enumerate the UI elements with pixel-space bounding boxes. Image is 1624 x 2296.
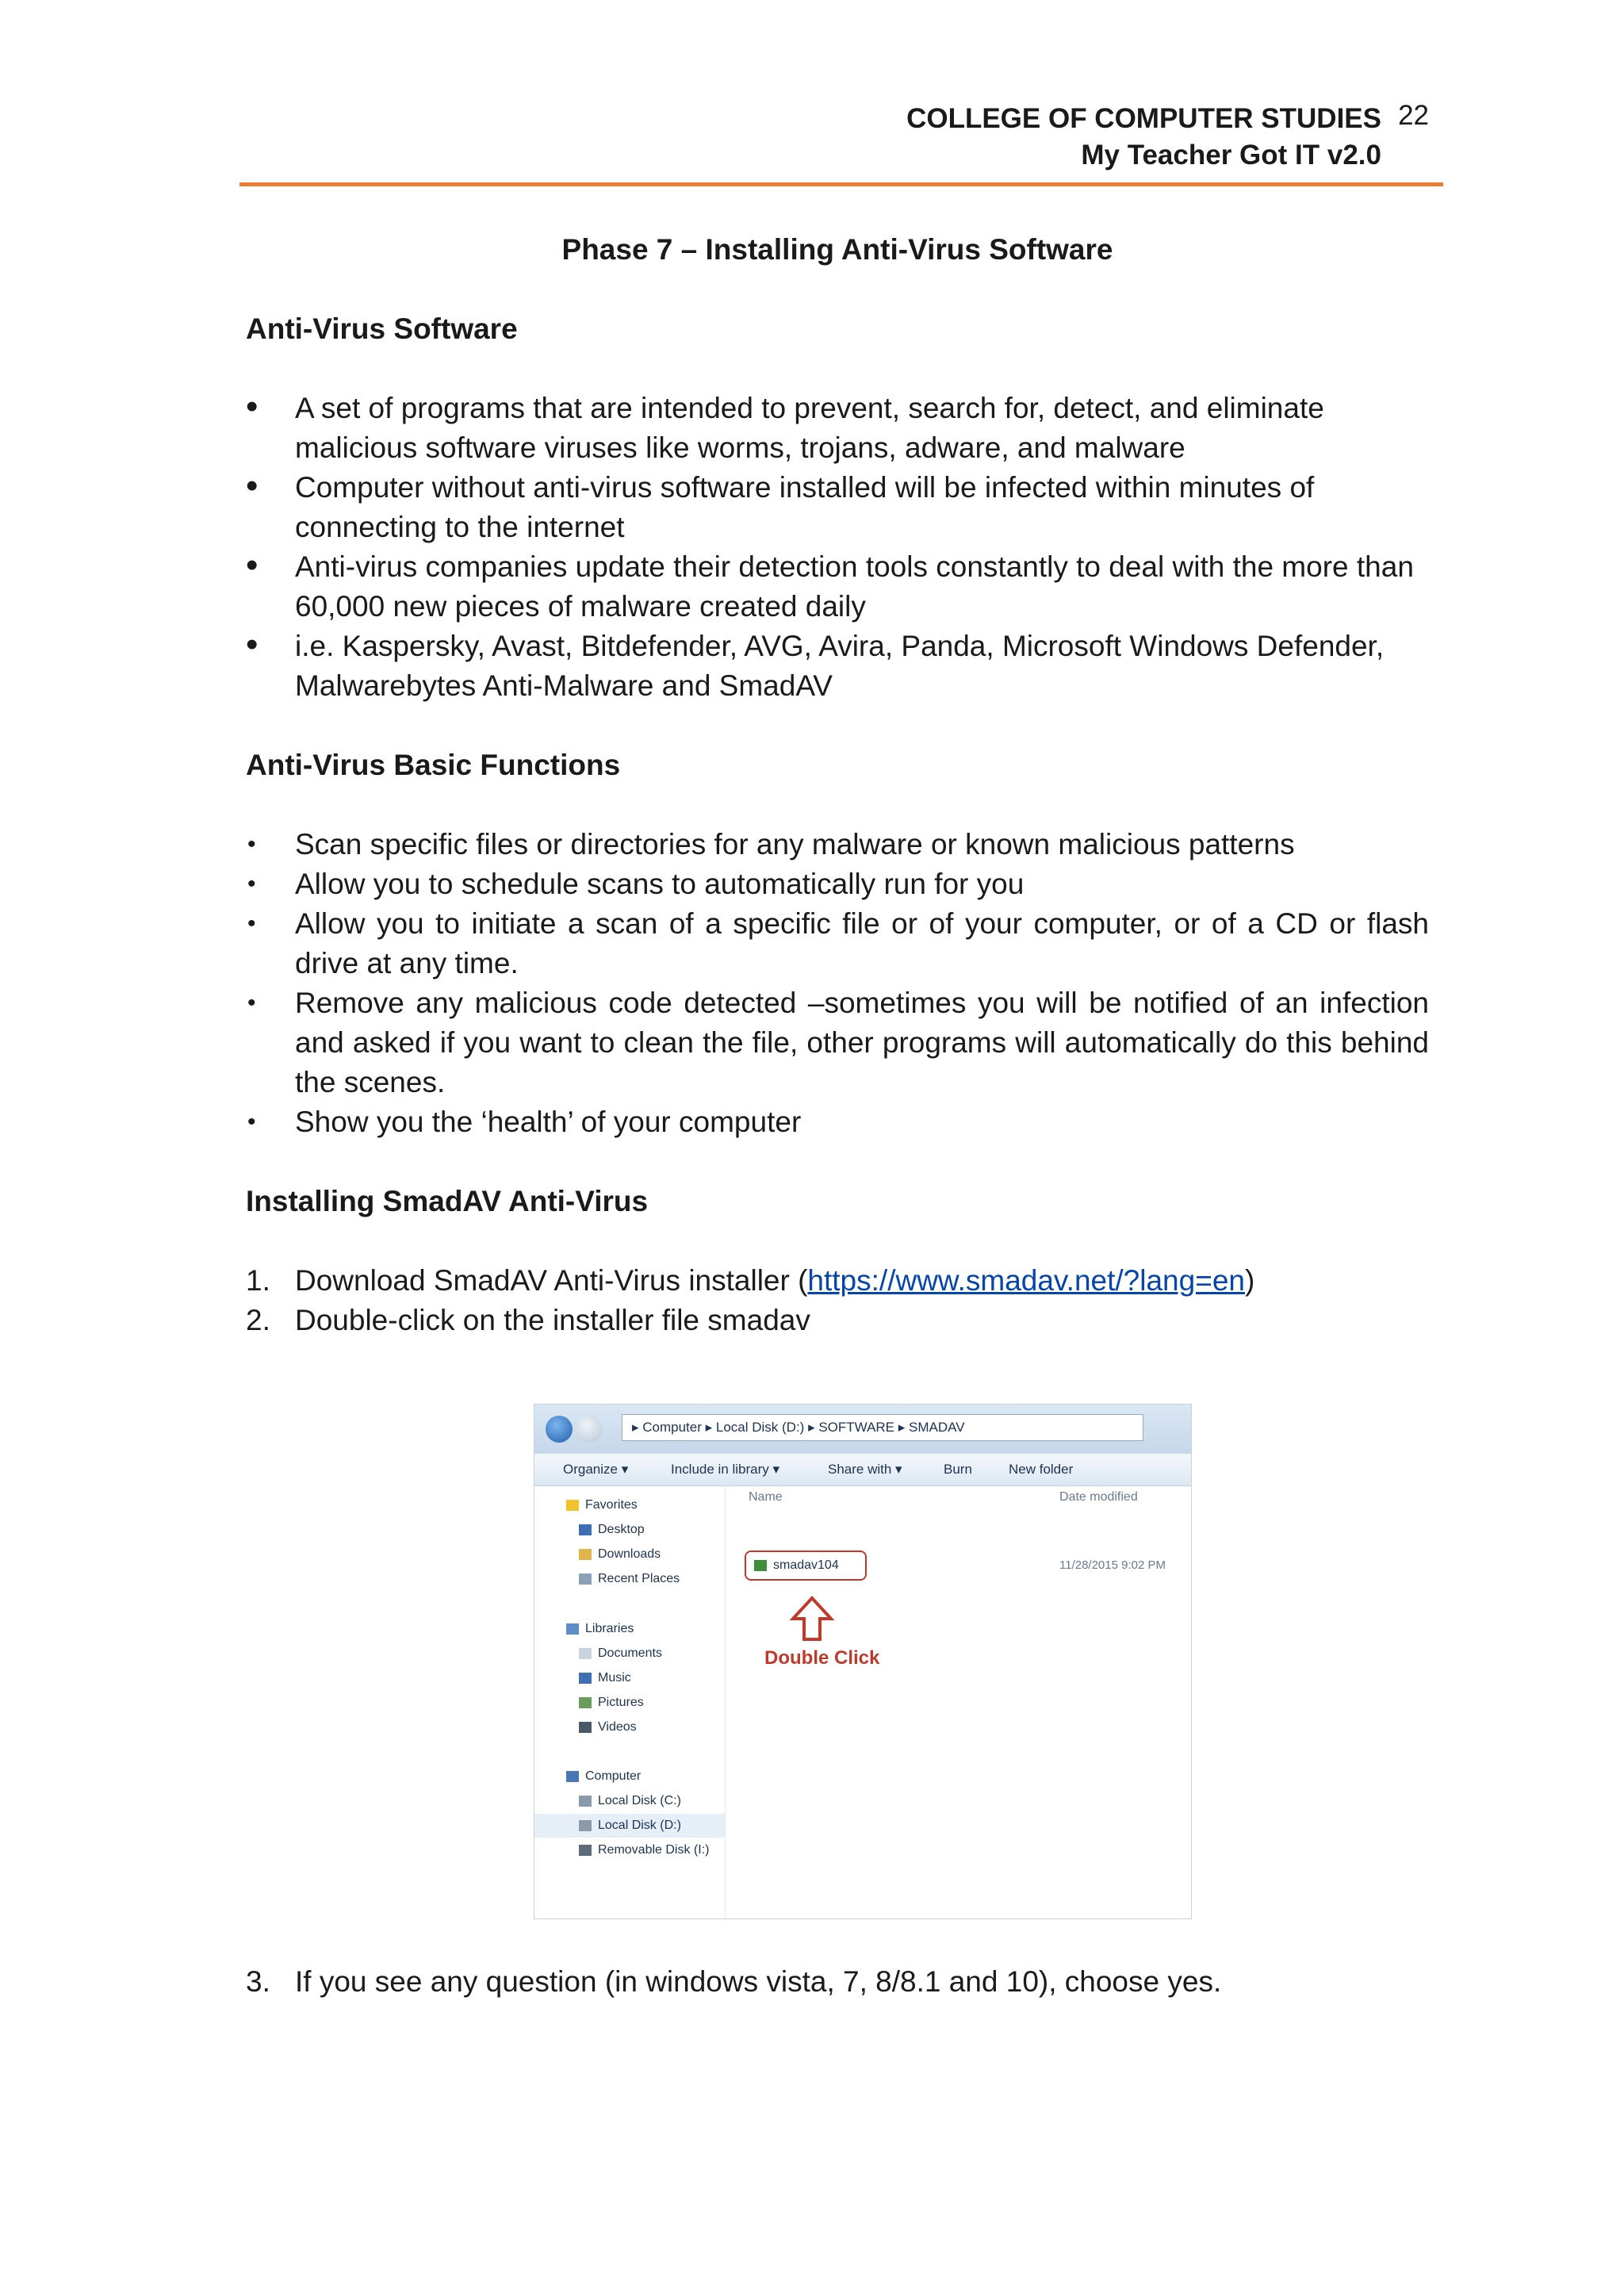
address-path: ▸ Computer ▸ Local Disk (D:) ▸ SOFTWARE ▸ SMADAV <box>622 1414 1143 1441</box>
list-item: • Show you the ‘health’ of your computer <box>246 1102 1429 1142</box>
organize-menu: Organize ▾ <box>563 1462 629 1477</box>
list-item: • i.e. Kaspersky, Avast, Bitdefender, AVG, Avira, Panda, Microsoft Windows Defender, Malwarebytes Anti-Malware and SmadAV <box>246 625 1385 702</box>
nav-computer: Computer <box>566 1769 641 1784</box>
documents-icon <box>579 1648 592 1659</box>
functions-list <box>246 825 1429 1142</box>
burn-button: Burn <box>944 1462 972 1477</box>
section-heading-antivirus: Anti-Virus Software <box>246 312 518 345</box>
nav-d-drive: Local Disk (D:) <box>579 1819 681 1833</box>
page-content <box>246 230 1429 1380</box>
nav-downloads: Downloads <box>579 1547 661 1562</box>
nav-libraries: Libraries <box>566 1622 634 1636</box>
bullet-icon: • <box>247 871 256 897</box>
install-steps <box>246 1261 1429 1340</box>
forward-arrow-icon <box>576 1416 603 1443</box>
star-icon <box>566 1500 579 1511</box>
section-heading-install: Installing SmadAV Anti-Virus <box>246 1185 649 1217</box>
nav-favorites: Favorites <box>566 1498 638 1512</box>
bullet-icon: • <box>246 625 259 664</box>
page-content-continued <box>246 1962 1429 2041</box>
double-click-annotation: Double Click <box>764 1647 880 1669</box>
nav-videos: Videos <box>579 1720 637 1734</box>
header-doc-title: My Teacher Got IT v2.0 <box>1081 140 1381 171</box>
bullet-icon: • <box>246 546 259 585</box>
bullet-icon: • <box>247 910 256 937</box>
page-title: Phase 7 – Installing Anti-Virus Software <box>561 233 1113 266</box>
list-item: • Computer without anti-virus software installed will be infected within minutes of connecting to the internet <box>246 466 1315 543</box>
bullet-icon: • <box>247 831 256 857</box>
nav-documents: Documents <box>579 1646 662 1661</box>
computer-icon <box>566 1771 579 1782</box>
install-steps-continued <box>246 1962 1429 2002</box>
list-item: • Allow you to initiate a scan of a specific file or of your computer, or of a CD or flash drive at any time. <box>246 904 1429 983</box>
file-date: 11/28/2015 9:02 PM <box>1059 1558 1166 1572</box>
step-item: 3. If you see any question (in windows vista, 7, 8/8.1 and 10), choose yes. <box>246 1965 1222 1998</box>
list-item: • Remove any malicious code detected –sometimes you will be notified of an infection and asked if you want to clean the file, other programs will automatically do this behind the scenes. <box>246 983 1429 1102</box>
nav-recent: Recent Places <box>579 1572 680 1586</box>
videos-icon <box>579 1722 592 1733</box>
column-date-modified: Date modified <box>1059 1490 1138 1504</box>
smadav-installer-file: smadav104 <box>745 1550 867 1581</box>
drive-icon <box>579 1820 592 1831</box>
list-item: • A set of programs that are intended to prevent, search for, detect, and eliminate malicious software viruses like worms, trojans, adware, and malware <box>246 387 1324 464</box>
recent-places-icon <box>579 1573 592 1585</box>
nav-c-drive: Local Disk (C:) <box>579 1794 681 1808</box>
installer-icon <box>754 1560 767 1571</box>
header-org: COLLEGE OF COMPUTER STUDIES <box>906 103 1381 134</box>
up-arrow-icon <box>788 1595 836 1642</box>
page-header <box>239 100 1443 186</box>
downloads-icon <box>579 1549 592 1560</box>
antivirus-list <box>246 389 1429 706</box>
address-bar-area <box>534 1405 1191 1454</box>
libraries-icon <box>566 1623 579 1635</box>
navigation-pane <box>534 1485 726 1918</box>
smadav-download-link[interactable]: https://www.smadav.net/?lang=en <box>807 1264 1245 1297</box>
nav-music: Music <box>579 1671 631 1685</box>
column-name: Name <box>749 1490 783 1504</box>
list-item: • Allow you to schedule scans to automatically run for you <box>246 864 1429 904</box>
bullet-icon: • <box>246 387 259 426</box>
nav-desktop: Desktop <box>579 1523 645 1537</box>
desktop-icon <box>579 1524 592 1535</box>
list-item: • Scan specific files or directories for any malware or known malicious patterns <box>246 825 1429 864</box>
music-icon <box>579 1673 592 1684</box>
include-library-menu: Include in library ▾ <box>671 1462 780 1477</box>
share-with-menu: Share with ▾ <box>828 1462 902 1477</box>
nav-removable: Removable Disk (I:) <box>579 1843 709 1857</box>
step-item: 2. Double-click on the installer file smadav <box>246 1304 810 1336</box>
drive-icon <box>579 1796 592 1807</box>
explorer-toolbar <box>534 1454 1191 1486</box>
page-number: 22 <box>1398 100 1429 131</box>
bullet-icon: • <box>246 466 259 505</box>
explorer-screenshot <box>534 1404 1192 1919</box>
bullet-icon: • <box>247 1109 256 1135</box>
nav-pictures: Pictures <box>579 1696 644 1710</box>
list-item: • Anti-virus companies update their detection tools constantly to deal with the more than 60,000 new pieces of malware created daily <box>246 546 1414 623</box>
section-heading-functions: Anti-Virus Basic Functions <box>246 749 621 781</box>
usb-drive-icon <box>579 1845 592 1856</box>
new-folder-button: New folder <box>1009 1462 1074 1477</box>
bullet-icon: • <box>247 990 256 1016</box>
step-item: 1. Download SmadAV Anti-Virus installer (https://www.smadav.net/?lang=en) <box>246 1264 1255 1297</box>
pictures-icon <box>579 1697 592 1708</box>
back-arrow-icon <box>546 1416 573 1443</box>
